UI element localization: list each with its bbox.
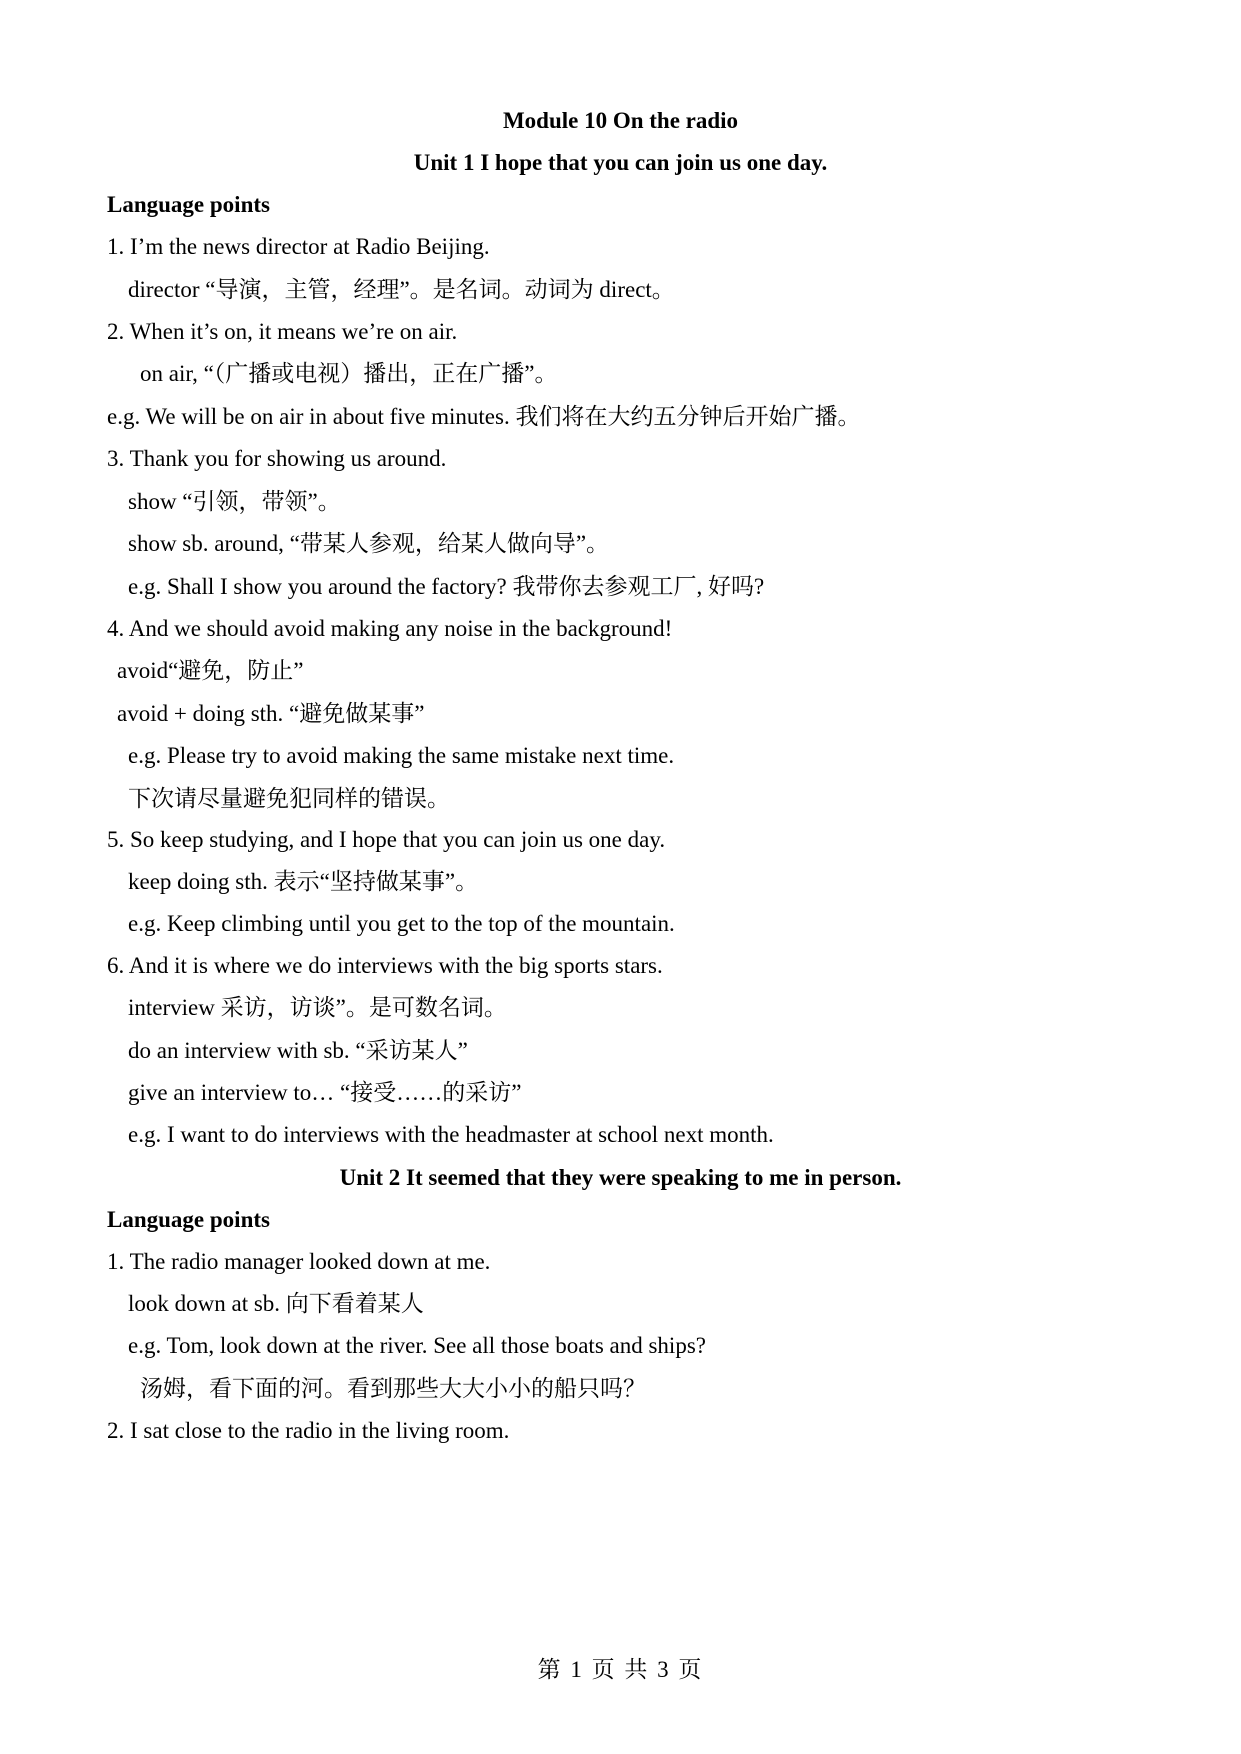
unit2-point-1: 1. The radio manager looked down at me. bbox=[107, 1249, 491, 1274]
unit1-point-5: 5. So keep studying, and I hope that you can join us one day. bbox=[107, 827, 666, 852]
unit1-note-6c: give an interview to… “接受……的采访” bbox=[128, 1080, 522, 1105]
unit1-point-2: 2. When it’s on, it means we’re on air. bbox=[107, 319, 458, 344]
unit2-point-2: 2. I sat close to the radio in the living room. bbox=[107, 1418, 510, 1443]
unit2-note-1: look down at sb. 向下看着某人 bbox=[128, 1291, 424, 1316]
module-title: Module 10 On the radio bbox=[502, 108, 739, 133]
unit2-title: Unit 2 It seemed that they were speaking to me in person. bbox=[339, 1165, 902, 1190]
unit1-example-4: e.g. Please try to avoid making the same mistake next time. bbox=[128, 743, 675, 768]
unit1-example-4-translation: 下次请尽量避免犯同样的错误。 bbox=[128, 786, 450, 811]
unit1-section-heading: Language points bbox=[107, 192, 270, 217]
unit1-note-3b: show sb. around, “带某人参观，给某人做向导”。 bbox=[128, 531, 610, 556]
unit1-example-5: e.g. Keep climbing until you get to the top of the mountain. bbox=[128, 911, 675, 936]
unit1-title: Unit 1 I hope that you can join us one day. bbox=[413, 150, 828, 175]
unit1-example-2: e.g. We will be on air in about five minutes. 我们将在大约五分钟后开始广播。 bbox=[107, 404, 861, 429]
unit1-note-1: director “导演，主管，经理”。是名词。动词为 direct。 bbox=[128, 277, 675, 302]
unit1-note-6b: do an interview with sb. “采访某人” bbox=[128, 1038, 468, 1063]
unit2-example-1-translation: 汤姆，看下面的河。看到那些大大小小的船只吗？ bbox=[140, 1376, 646, 1401]
unit1-example-3: e.g. Shall I show you around the factory? 我带你去参观工厂, 好吗? bbox=[128, 574, 765, 599]
page-footer: 第 1 页 共 3 页 bbox=[537, 1657, 704, 1682]
unit1-point-3: 3. Thank you for showing us around. bbox=[107, 446, 447, 471]
unit1-note-6a: interview 采访，访谈”。是可数名词。 bbox=[128, 995, 507, 1020]
unit2-section-heading: Language points bbox=[107, 1207, 270, 1232]
unit1-note-2: on air, “（广播或电视）播出，正在广播”。 bbox=[140, 361, 558, 386]
unit1-point-4: 4. And we should avoid making any noise in the background! bbox=[107, 616, 673, 641]
unit2-example-1: e.g. Tom, look down at the river. See all those boats and ships? bbox=[128, 1333, 706, 1358]
unit1-point-6: 6. And it is where we do interviews with the big sports stars. bbox=[107, 953, 663, 978]
unit1-note-3a: show “引领，带领”。 bbox=[128, 489, 341, 514]
unit1-note-4b: avoid + doing sth. “避免做某事” bbox=[117, 701, 425, 726]
unit1-note-4a: avoid“避免，防止” bbox=[117, 658, 304, 683]
unit1-point-1: 1. I’m the news director at Radio Beijing. bbox=[107, 234, 490, 259]
unit1-example-6: e.g. I want to do interviews with the headmaster at school next month. bbox=[128, 1122, 774, 1147]
unit1-note-5: keep doing sth. 表示“坚持做某事”。 bbox=[128, 869, 479, 894]
